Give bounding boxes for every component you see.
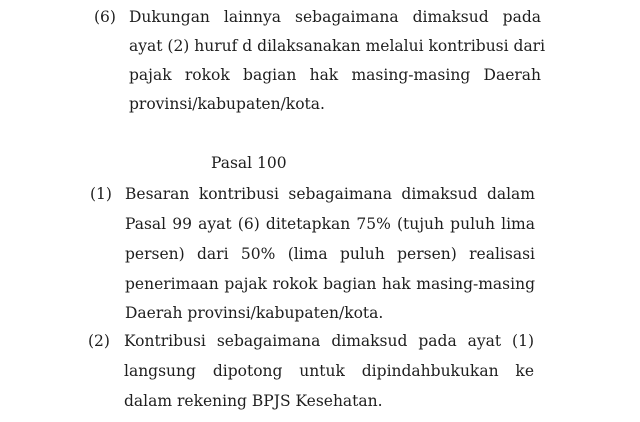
paragraph-line: penerimaan pajak rokok bagian hak masing-masing xyxy=(125,275,535,293)
paragraph-line: Kontribusi sebagaimana dimaksud pada ayat (1) xyxy=(124,332,534,350)
paragraph-line: ayat (2) huruf d dilaksanakan melalui kontribusi dari xyxy=(129,37,546,55)
paragraph-line: Pasal 99 ayat (6) ditetapkan 75% (tujuh puluh lima xyxy=(125,215,535,233)
ayat-number: (2) xyxy=(88,332,110,350)
paragraph-line: persen) dari 50% (lima puluh persen) realisasi xyxy=(125,245,535,263)
paragraph-line: langsung dipotong untuk dipindahbukukan ke xyxy=(124,362,534,380)
ayat-6-paragraph xyxy=(94,7,544,117)
paragraph-line: Besaran kontribusi sebagaimana dimaksud dalam xyxy=(125,185,535,203)
paragraph-line: dalam rekening BPJS Kesehatan. xyxy=(124,392,383,410)
paragraph-line: Daerah provinsi/kabupaten/kota. xyxy=(125,304,384,322)
paragraph-line: pajak rokok bagian hak masing-masing Daerah xyxy=(129,66,541,84)
pasal-heading: Pasal 100 xyxy=(211,154,287,172)
ayat-number: (1) xyxy=(90,185,112,203)
ayat-1-paragraph xyxy=(90,184,540,324)
ayat-number: (6) xyxy=(94,8,116,26)
paragraph-line: Dukungan lainnya sebagaimana dimaksud pada xyxy=(129,8,541,26)
ayat-2-paragraph xyxy=(88,331,538,416)
paragraph-line: provinsi/kabupaten/kota. xyxy=(129,95,325,113)
